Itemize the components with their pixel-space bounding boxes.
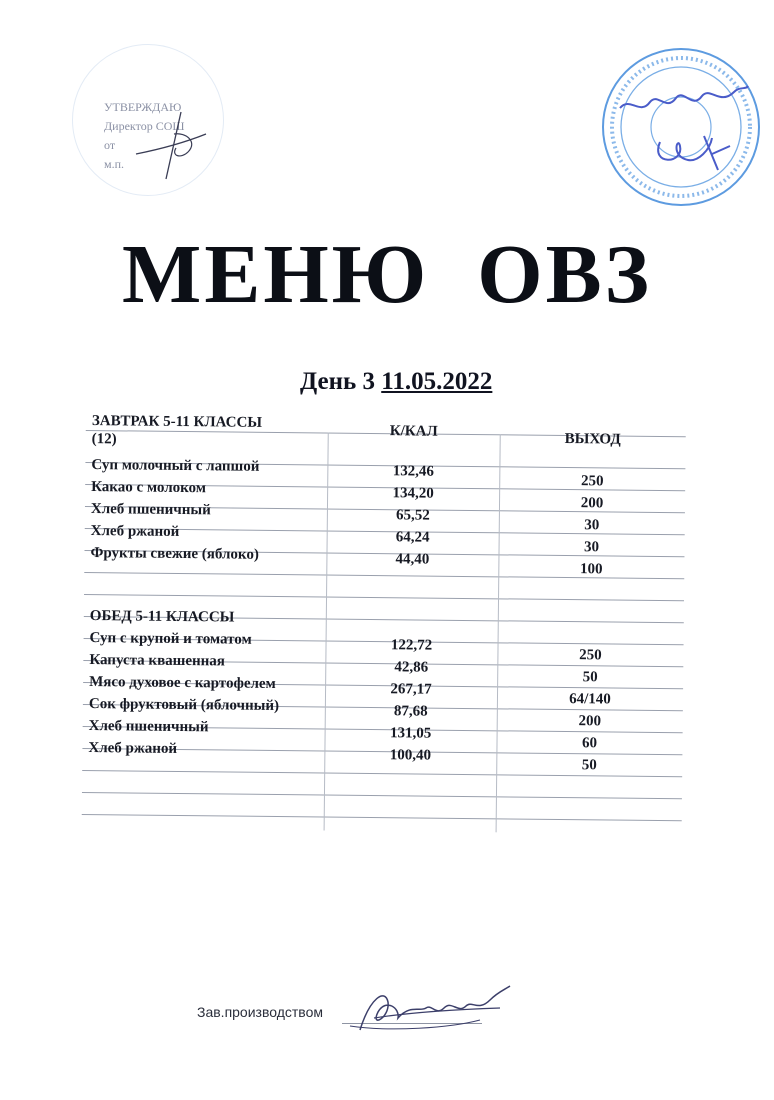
header-output: ВЫХОД	[564, 431, 621, 448]
lunch-item-output: 60	[581, 735, 598, 752]
director-signature	[126, 104, 216, 184]
table-rule	[82, 792, 682, 799]
breakfast-item-output: 100	[580, 561, 603, 578]
breakfast-item-kcal: 44,40	[395, 551, 430, 568]
lunch-item-name: Сок фруктовый (яблочный)	[88, 696, 280, 715]
lunch-item-kcal: 267,17	[390, 681, 432, 698]
approval-from: от	[104, 138, 116, 152]
breakfast-item-kcal: 65,52	[395, 507, 430, 524]
day-label: День 3	[300, 368, 375, 395]
lunch-item-name: Хлеб пшеничный	[88, 718, 209, 736]
lunch-item-output: 200	[578, 713, 602, 730]
breakfast-item-kcal: 134,20	[392, 485, 434, 502]
lunch-item-output: 64/140	[569, 691, 611, 708]
breakfast-item-output: 30	[584, 517, 600, 534]
lunch-item-kcal: 100,40	[389, 747, 432, 764]
breakfast-item-name: Хлеб ржаной	[90, 523, 180, 540]
header-kcal: К/КАЛ	[389, 423, 438, 440]
breakfast-item-name: Суп молочный с лапшой	[91, 457, 260, 475]
approval-director: Директор СОШ	[104, 119, 185, 133]
lunch-item-output: 50	[581, 757, 597, 774]
page-title: МЕНЮ ОВЗ	[122, 228, 652, 321]
lunch-item-output: 250	[579, 647, 602, 664]
breakfast-item-output: 200	[580, 495, 604, 512]
lunch-item-kcal: 42,86	[394, 659, 429, 676]
header-breakfast-title: ЗАВТРАК 5-11 КЛАССЫ	[91, 413, 263, 431]
header-breakfast	[92, 412, 263, 450]
approval-mp: м.п.	[104, 157, 125, 171]
day-heading	[300, 368, 492, 396]
lunch-item-name: Хлеб ржаной	[88, 740, 178, 757]
lunch-section-title: ОБЕД 5-11 КЛАССЫ	[89, 608, 235, 626]
breakfast-item-name: Фрукты свежие (яблоко)	[90, 545, 259, 563]
breakfast-item-kcal: 64,24	[395, 529, 430, 546]
breakfast-item-output: 250	[580, 473, 604, 490]
table-rule	[84, 594, 684, 601]
breakfast-item-name: Хлеб пшеничный	[90, 501, 211, 519]
lunch-item-kcal: 122,72	[390, 637, 433, 654]
lunch-item-name: Мясо духовое с картофелем	[89, 674, 276, 693]
lunch-item-kcal: 87,68	[393, 703, 428, 720]
lunch-item-name: Капуста квашенная	[89, 652, 226, 670]
lunch-item-output: 50	[582, 669, 598, 686]
header-breakfast-count: (12)	[91, 431, 117, 448]
table-rule	[82, 814, 682, 821]
breakfast-item-kcal: 132,46	[392, 463, 435, 480]
breakfast-item-name: Какао с молоком	[91, 479, 207, 497]
lunch-item-name: Суп с крупой и томатом	[89, 630, 252, 648]
production-manager-label: Зав.производством	[197, 1004, 323, 1020]
menu-table	[82, 408, 686, 834]
lunch-item-kcal: 131,05	[389, 725, 432, 742]
round-seal	[600, 46, 762, 208]
approval-word: УТВЕРЖДАЮ	[104, 100, 182, 114]
day-date: 11.05.2022	[381, 368, 493, 395]
manager-signature	[340, 978, 515, 1038]
breakfast-item-output: 30	[583, 539, 600, 556]
